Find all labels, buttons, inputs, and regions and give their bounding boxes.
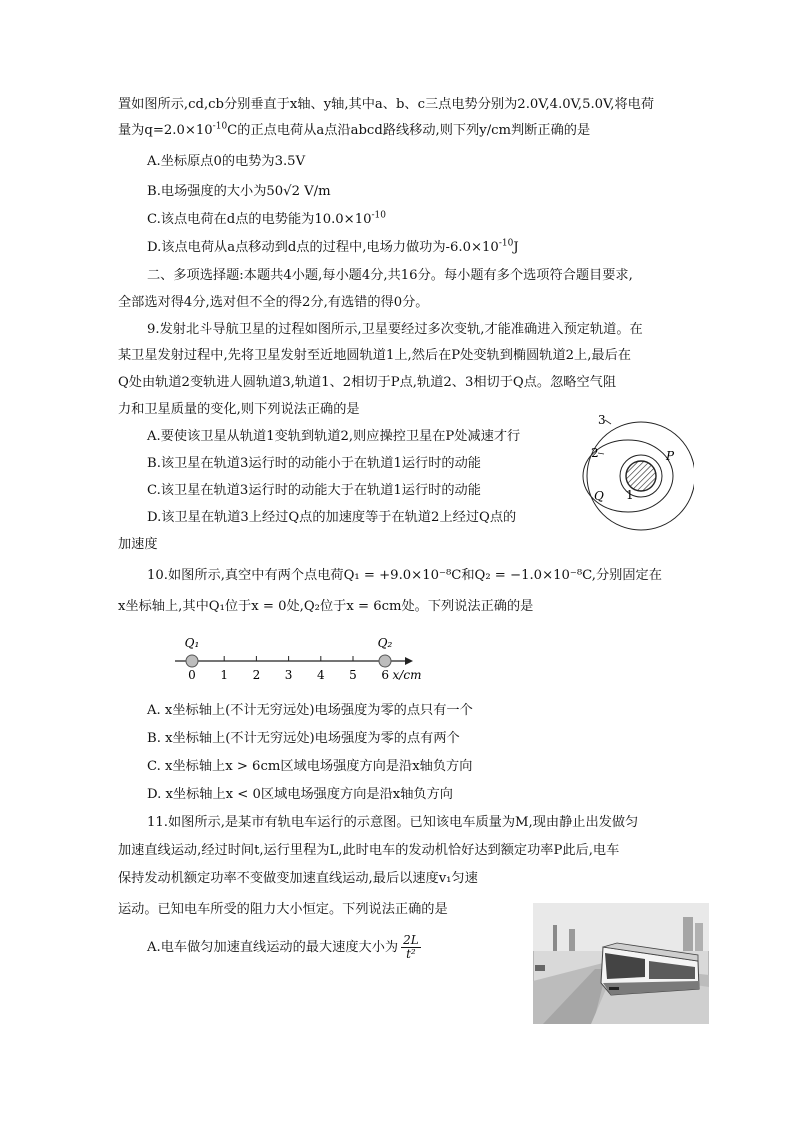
- section-2-heading-cont: 全部选对得4分,选对但不全的得2分,有选错的得0分。: [118, 295, 429, 310]
- fraction-2l-over-t2: $\frac{2L}{\text{t²}}$: [403, 933, 419, 961]
- charge-q2: [379, 655, 391, 667]
- option-10d: D. x坐标轴上x < 0区域电场强度方向是沿x轴负方向: [147, 787, 453, 802]
- question-11-stem: 保持发动机额定功率不变做变加速直线运动,最后以速度v₁匀速: [118, 871, 478, 886]
- label-orbit-3: 3: [598, 413, 606, 427]
- axis-tick-label: 2: [252, 668, 261, 682]
- option-8a: A.坐标原点0的电势为3.5V: [147, 154, 306, 169]
- axis-tick-label: 1: [220, 668, 229, 682]
- option-9a: A.要使该卫星从轨道1变轨到轨道2,则应操控卫星在P处减速才行: [147, 429, 521, 444]
- option-9c: C.该卫星在轨道3运行时的动能大于在轨道1运行时的动能: [147, 483, 481, 498]
- option-10b: B. x坐标轴上(不计无穷远处)电场强度为零的点有两个: [147, 731, 460, 746]
- axis-tick-label: 6: [381, 668, 390, 682]
- question-9-stem: 力和卫星质量的变化,则下列说法正确的是: [118, 402, 360, 417]
- option-8c: C.该点电荷在d点的电势能为$10.0\times 10^{-10}$: [147, 210, 387, 227]
- question-10-stem: x坐标轴上,其中Q₁位于x = 0处,Q₂位于x = 6cm处。下列说法正确的是: [118, 599, 534, 614]
- question-11-stem: 11.如图所示,是某市有轨电车运行的示意图。已知该电车质量为M,现由静止出发做匀: [147, 815, 639, 830]
- charge-axis-diagram: [175, 633, 425, 683]
- option-8b: B.电场强度的大小为50√2 V/m: [147, 184, 331, 199]
- axis-tick-label: 5: [349, 668, 357, 682]
- label-point-q: Q: [594, 489, 604, 503]
- option-9b: B.该卫星在轨道3运行时的动能小于在轨道1运行时的动能: [147, 456, 481, 471]
- label-q2: Q₂: [377, 636, 393, 650]
- option-8d: D.该点电荷从a点移动到d点的过程中,电场力做功为$-6.0\times 10^{-10}J$: [147, 238, 519, 255]
- axis-tick-label: 4: [316, 668, 325, 682]
- question-9-stem: 9.发射北斗导航卫星的过程如图所示,卫星要经过多次变轨,才能准确进入预定轨道。在: [147, 322, 643, 337]
- question-11-stem: 运动。已知电车所受的阻力大小恒定。下列说法正确的是: [118, 902, 448, 917]
- axis-unit-label: x/cm: [392, 668, 422, 682]
- x-axis-arrow: [405, 657, 413, 665]
- option-9d: D.该卫星在轨道3上经过Q点的加速度等于在轨道2上经过Q点的: [147, 510, 517, 525]
- option-9d-cont: 加速度: [118, 537, 158, 552]
- label-q1: Q₁: [184, 636, 200, 650]
- charge-q1: [186, 655, 198, 667]
- label-orbit-2: 2: [591, 446, 599, 460]
- axis-tick-label: 0: [188, 668, 196, 682]
- orbit-diagram: [578, 408, 694, 533]
- section-2-heading: 二、多项选择题:本题共4小题,每小题4分,共16分。每小题有多个选项符合题目要求,: [147, 268, 633, 283]
- tram-photo: [533, 903, 709, 1024]
- question-11-stem: 加速直线运动,经过时间t,运行里程为L,此时电车的发动机恰好达到额定功率P此后,电车: [118, 843, 620, 858]
- question-9-stem: Q处由轨道2变轨进人圆轨道3,轨道1、2相切于P点,轨道2、3相切于Q点。忽略空气阻: [118, 375, 617, 390]
- question-10-stem: 10.如图所示,真空中有两个点电荷Q₁ = +9.0×10⁻⁸C和Q₂ = −1.0×10⁻⁸C,分别固定在: [147, 568, 662, 583]
- question-9-stem: 某卫星发射过程中,先将卫星发射至近地圆轨道1上,然后在P处变轨到椭圆轨道2上,最后在: [118, 348, 631, 363]
- text-line: 置如图所示,cd,cb分别垂直于x轴、y轴,其中a、b、c三点电势分别为2.0V,4.0V,5.0V,将电荷: [118, 97, 655, 112]
- option-10a: A. x坐标轴上(不计无穷远处)电场强度为零的点只有一个: [147, 703, 473, 718]
- label-orbit-1: 1: [626, 488, 634, 502]
- option-11a: A.电车做匀加速直线运动的最大速度大小为 $\frac{2L}{\text{t²}}$: [147, 933, 419, 961]
- text-line: 量为$q=2.0\times 10^{-10}C$的正点电荷从a点沿abcd路线移动,则下列y/cm判断正确的是: [118, 121, 591, 138]
- axis-tick-label: 3: [284, 668, 293, 682]
- earth-circle: [626, 461, 656, 491]
- label-point-p: P: [666, 449, 675, 463]
- option-10c: C. x坐标轴上x > 6cm区域电场强度方向是沿x轴负方向: [147, 759, 473, 774]
